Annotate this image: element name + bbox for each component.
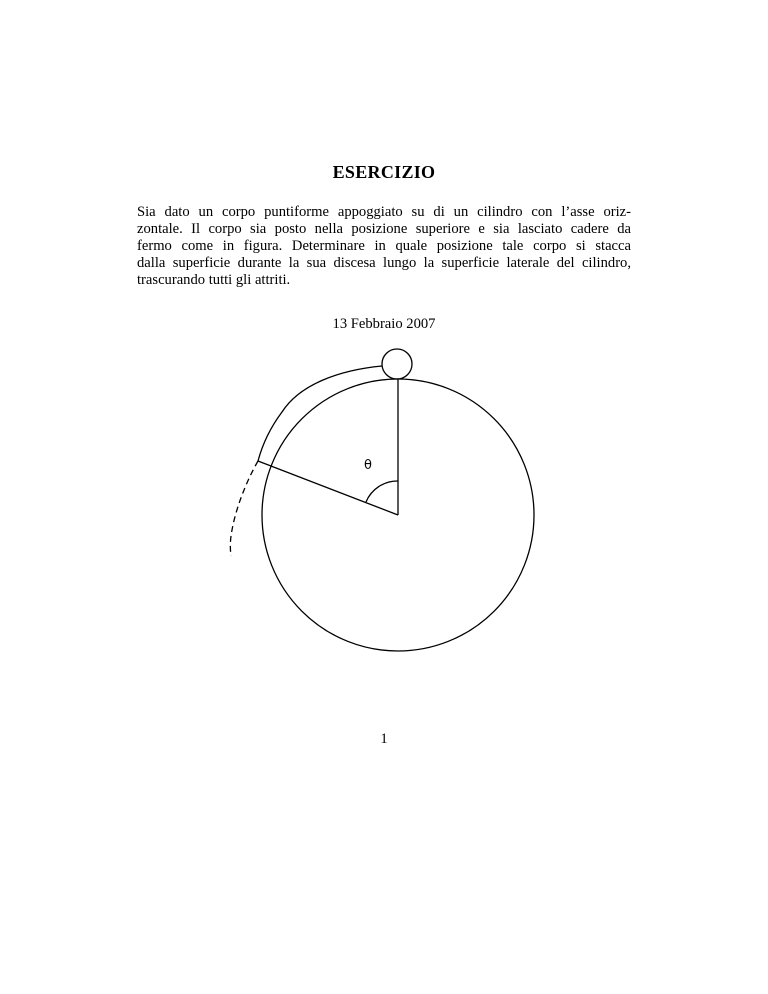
paragraph-line: dalla superficie durante la sua discesa lungo la superficie laterale del cilindro, bbox=[137, 255, 631, 271]
body-circle bbox=[382, 349, 412, 379]
paragraph-line: Sia dato un corpo puntiforme appoggiato su di un cilindro con l’asse oriz- bbox=[137, 204, 631, 220]
angle-label: θ bbox=[364, 458, 372, 473]
page-number: 1 bbox=[380, 731, 388, 747]
angle-arc bbox=[366, 481, 398, 502]
trajectory-dashed bbox=[230, 461, 258, 556]
page-title: ESERCIZIO bbox=[332, 162, 436, 182]
paragraph-line: fermo come in figura. Determinare in quale posizione tale corpo si stacca bbox=[137, 238, 631, 254]
trajectory-arc bbox=[258, 366, 382, 461]
date: 13 Febbraio 2007 bbox=[332, 316, 436, 332]
paragraph-line: zontale. Il corpo sia posto nella posizione superiore e sia lasciato cadere da bbox=[137, 221, 631, 237]
paragraph-line: trascurando tutti gli attriti. bbox=[137, 272, 291, 288]
